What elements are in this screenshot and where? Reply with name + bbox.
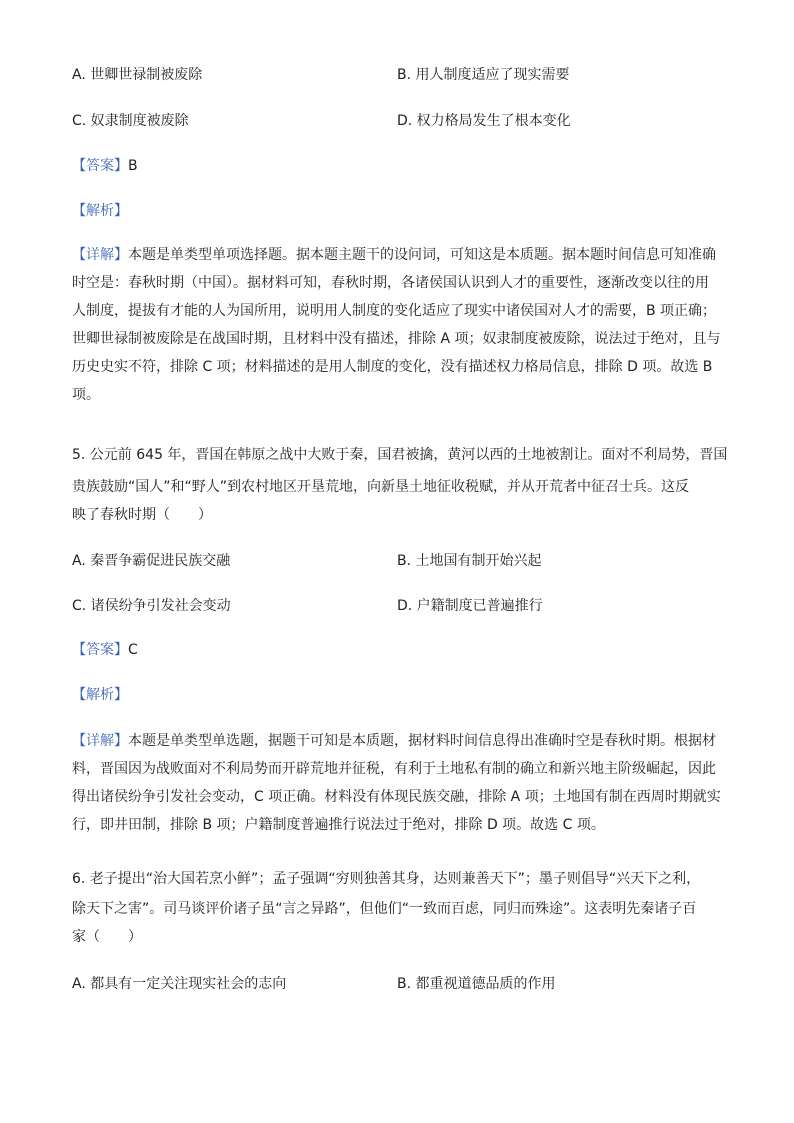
q6-stem-line-3: 家（ ） bbox=[72, 929, 142, 945]
q5-detail-line-3: 得出诸侯纷争引发社会变动，C 项正确。材料没有体现民族交融，排除 A 项；土地国有制在西周时期就实 bbox=[72, 789, 721, 805]
q5-answer-tag: 【答案】 bbox=[72, 642, 128, 658]
q4-option-a: A. 世卿世禄制被废除 bbox=[72, 67, 203, 83]
q6-stem-line-2: 除天下之害”。司马谈评价诸子虽“言之异路”，但他们“一致而百虑，同归而殊途”。这表明先秦诸子百 bbox=[72, 901, 697, 917]
q4-analysis-heading bbox=[72, 202, 722, 221]
q5-option-b: B. 土地国有制开始兴起 bbox=[397, 553, 542, 569]
q5-option-a: A. 秦晋争霸促进民族交融 bbox=[72, 553, 231, 569]
q5-detail-line-4: 行，即井田制，排除 B 项；户籍制度普遍推行说法过于绝对，排除 D 项。故选 C 项。 bbox=[72, 817, 605, 833]
q4-detail-text-1: 本题是单类型单项选择题。据本题主题干的设问词，可知这是本质题。据本题时间信息可知准确 bbox=[128, 247, 716, 263]
q5-answer bbox=[72, 641, 722, 660]
q5-analysis-tag: 【解析】 bbox=[72, 687, 128, 703]
q4-detail-line-5: 历史史实不符，排除 C 项；材料描述的是用人制度的变化，没有描述权力格局信息，排除 D 项。故选 B bbox=[72, 359, 713, 375]
q4-detail-line-3: 人制度，提拔有才能的人为国所用，说明用人制度的变化适应了现实中诸侯国对人才的需要，B 项正确； bbox=[72, 303, 717, 319]
q4-detail-line-4: 世卿世禄制被废除是在战国时期，且材料中没有描述，排除 A 项；奴隶制度被废除，说法过于绝对，且与 bbox=[72, 331, 721, 347]
q6-option-a: A. 都具有一定关注现实社会的志向 bbox=[72, 976, 287, 992]
q5-detail-line-2: 料，晋国因为战败面对不利局势而开辟荒地并征税，有利于土地私有制的确立和新兴地主阶级崛起，因此 bbox=[72, 761, 716, 777]
q4-option-b: B. 用人制度适应了现实需要 bbox=[397, 67, 570, 83]
q5-detail-tag: 【详解】 bbox=[72, 733, 128, 749]
q4-detail-tag: 【详解】 bbox=[72, 247, 128, 263]
q5-analysis-heading bbox=[72, 686, 722, 705]
q5-stem-line-2: 贵族鼓励“国人”和“野人”到农村地区开垦荒地，向新垦土地征收税赋，并从开荒者中征召士兵。这反 bbox=[72, 479, 690, 495]
q4-option-c: C. 奴隶制度被废除 bbox=[72, 113, 189, 129]
q4-answer-value: B bbox=[128, 158, 138, 174]
q5-answer-value: C bbox=[128, 642, 138, 658]
q4-detail-line-2: 时空是：春秋时期（中国）。据材料可知，春秋时期，各诸侯国认识到人才的重要性，逐渐改变以往的用 bbox=[72, 275, 709, 291]
q4-answer-tag: 【答案】 bbox=[72, 158, 128, 174]
q4-answer bbox=[72, 157, 722, 176]
q5-detail-text-1: 本题是单类型单选题，据题干可知是本质题，据材料时间信息得出准确时空是春秋时期。根据材 bbox=[128, 733, 716, 749]
q6-option-b: B. 都重视道德品质的作用 bbox=[397, 976, 556, 992]
q4-analysis-tag: 【解析】 bbox=[72, 203, 128, 219]
q5-stem-line-3: 映了春秋时期（ ） bbox=[72, 507, 212, 523]
q5-detail-line-1 bbox=[72, 732, 722, 751]
q4-detail-line-6: 项。 bbox=[72, 387, 100, 403]
q5-option-c: C. 诸侯纷争引发社会变动 bbox=[72, 598, 231, 614]
q5-stem-line-1: 5. 公元前 645 年，晋国在韩原之战中大败于秦，国君被擒，黄河以西的土地被割让。面对不利局势，晋国 bbox=[72, 447, 728, 463]
q6-stem-line-1: 6. 老子提出“治大国若烹小鲜”；孟子强调“穷则独善其身，达则兼善天下”；墨子则倡导“兴天下之利， bbox=[72, 871, 701, 887]
q4-option-d: D. 权力格局发生了根本变化 bbox=[397, 113, 571, 129]
q5-option-d: D. 户籍制度已普遍推行 bbox=[397, 598, 543, 614]
q4-detail-line-1 bbox=[72, 246, 722, 265]
